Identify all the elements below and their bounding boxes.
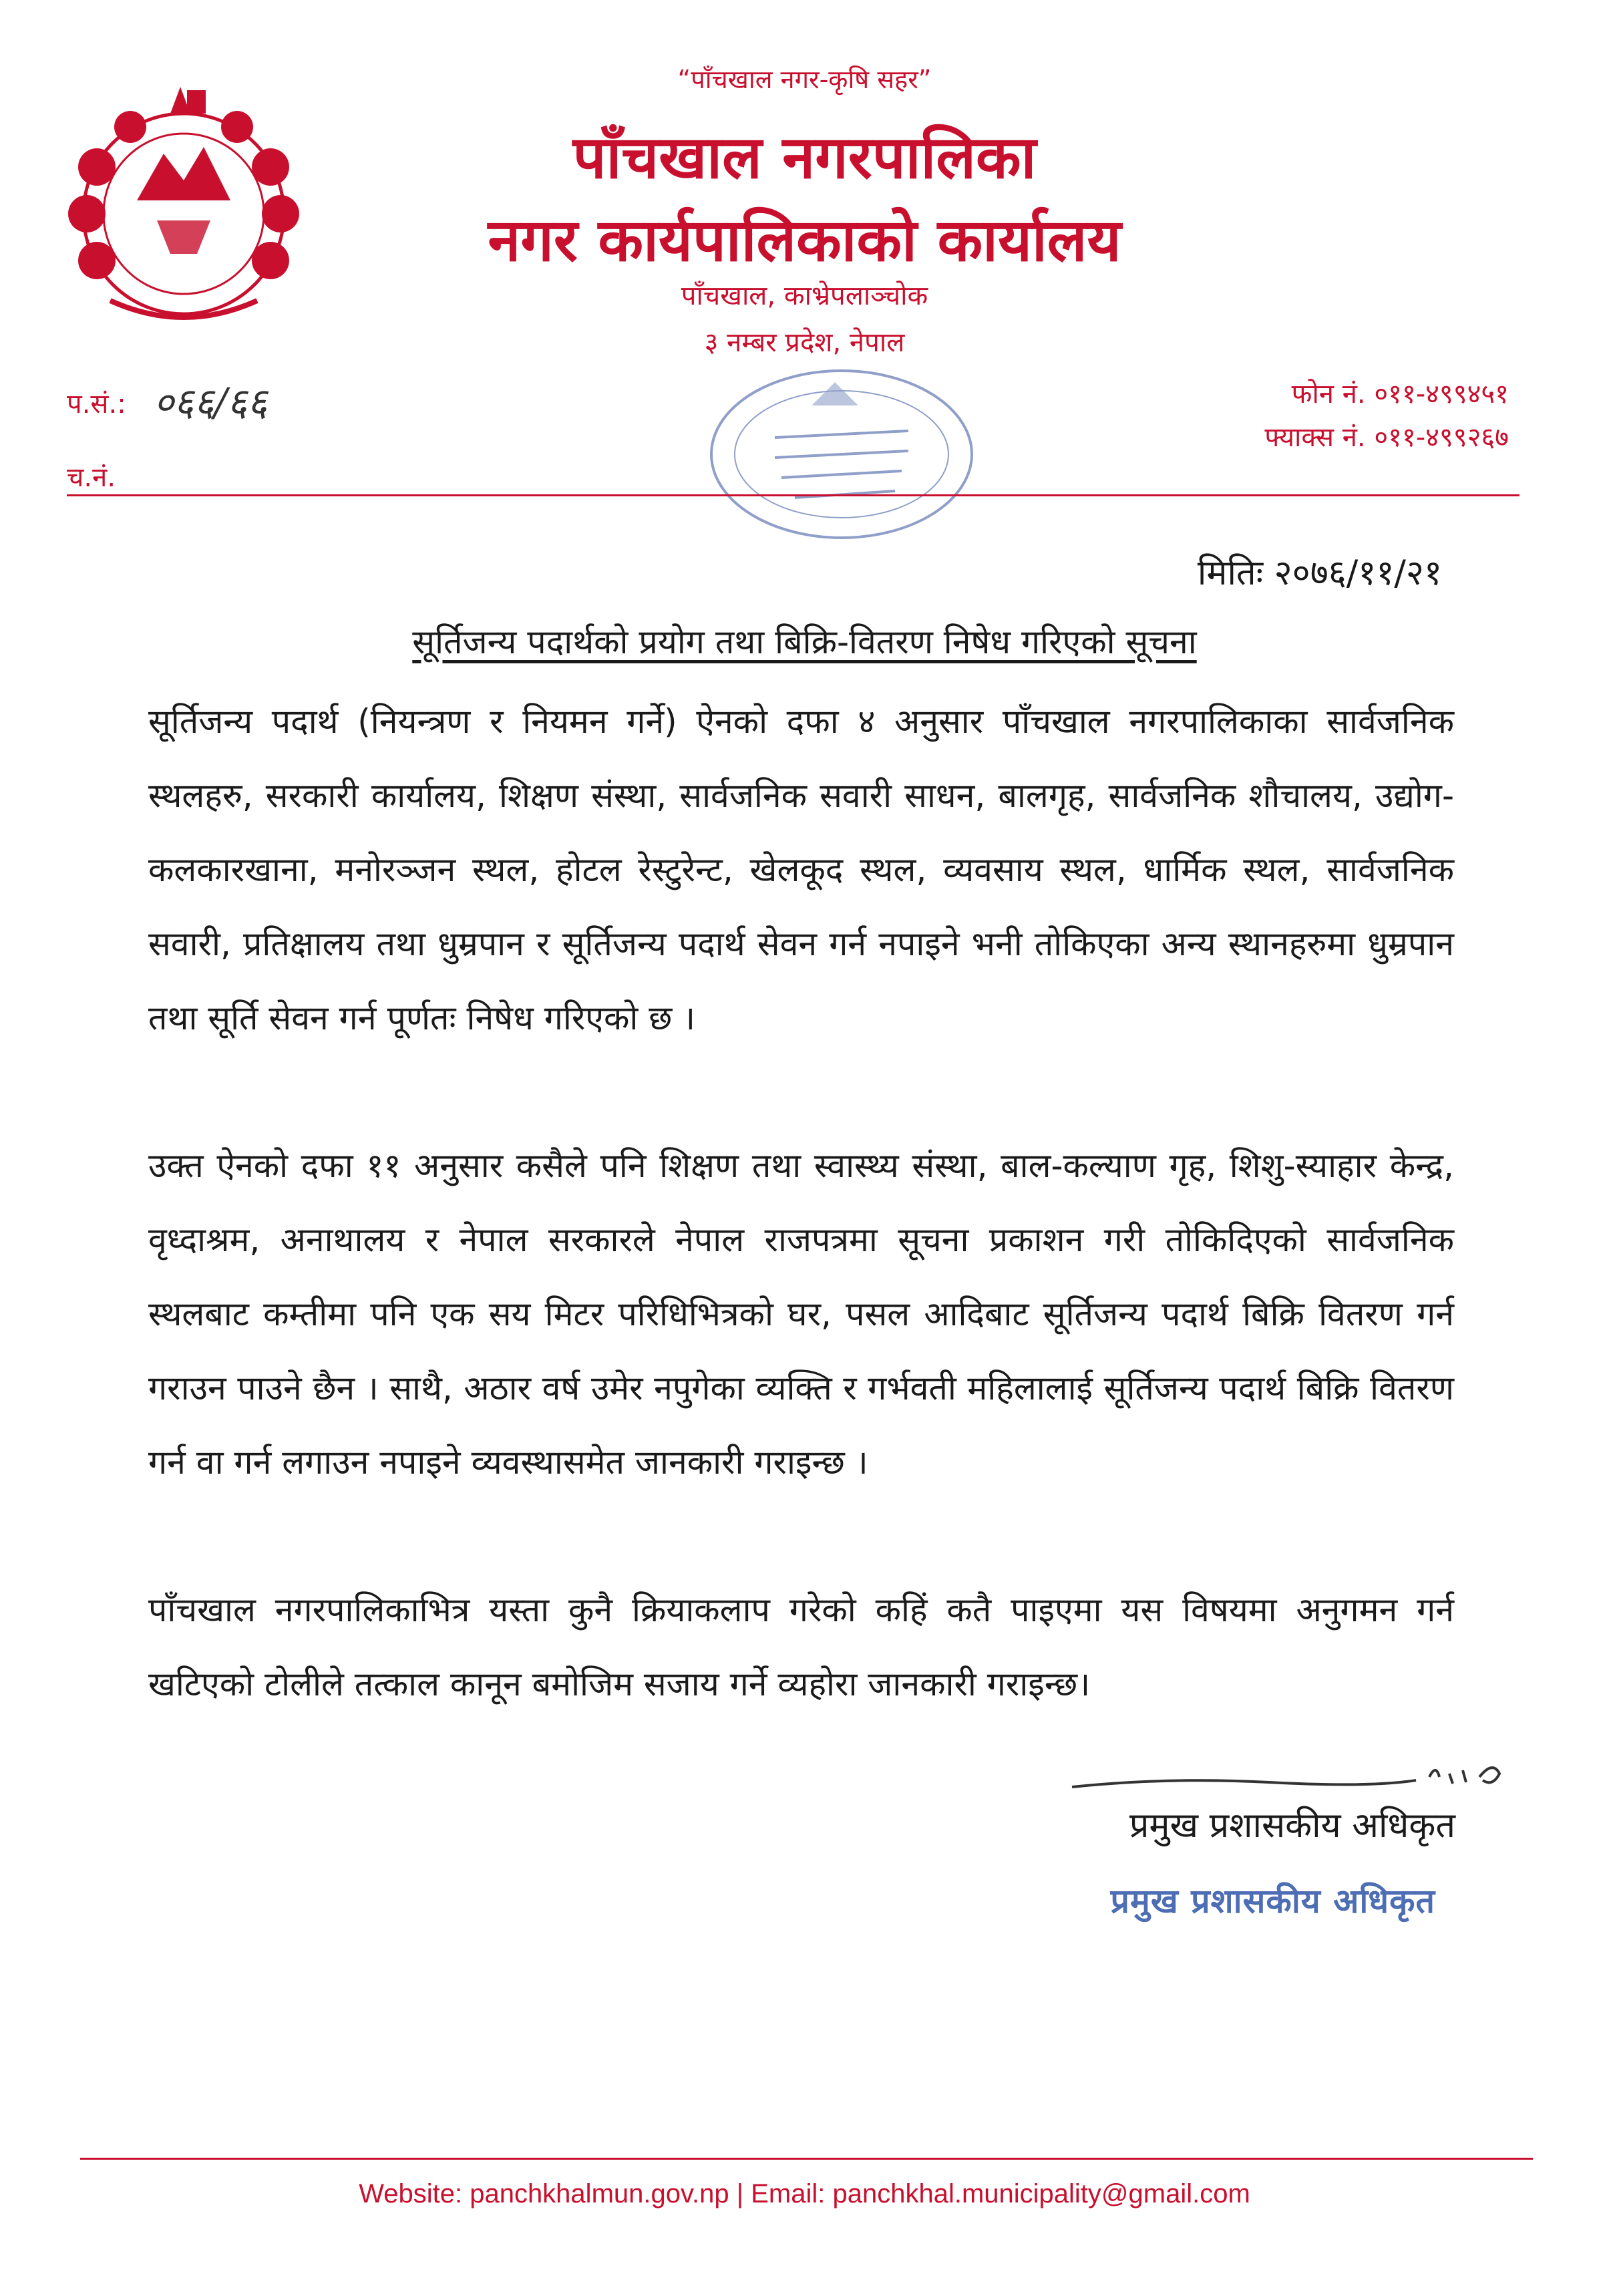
office-name: नगर कार्यपालिकाको कार्यालय xyxy=(488,206,1121,275)
notice-paragraph: पाँचखाल नगरपालिकाभित्र यस्ता कुनै क्रियाकलाप गरेको कहिं कतै पाइएमा यस विषयमा अनुगमन गर्न खटिएको टोलीले तत्काल कानून बमोजिम सजाय गर्ने व्यहोरा जानकारी गराइन्छ। xyxy=(148,1591,1454,1703)
motto: “पाँचखाल नगर-कृषि सहर” xyxy=(677,65,932,94)
signatory-stamp: प्रमुख प्रशासकीय अधिकृत xyxy=(1110,1882,1435,1921)
footer-divider xyxy=(80,2158,1533,2160)
cn-label: च.नं. xyxy=(67,462,116,493)
signatory-title: प्रमुख प्रशासकीय अधिकृत xyxy=(1129,1806,1455,1846)
phone-number: फोन नं. ०११-४९९४५१ xyxy=(1291,379,1509,409)
notice-date: मितिः २०७६/११/२१ xyxy=(1197,553,1442,593)
header-divider xyxy=(67,494,1519,496)
footer-contact: Website: panchkhalmun.gov.np | Email: panchkhal.municipality@gmail.com xyxy=(359,2179,1250,2208)
ref-number: ०६६/६६ xyxy=(154,379,268,425)
ref-label: प.सं.: xyxy=(67,389,126,420)
office-stamp-icon xyxy=(701,364,982,544)
notice-paragraph: उक्त ऐनको दफा ११ अनुसार कसैले पनि शिक्षण तथा स्वास्थ्य संस्था, बाल-कल्याण गृह, शिशु-स्याहार केन्द्र, वृध्दाश्रम, अनाथालय र नेपाल सरकारले नेपाल राजपत्रमा सूचना प्रकाशन गरी तोकिदिएको सार्वजनिक स्थलबाट कम्तीमा पनि एक सय मिटर परिधिभित्रको घर, पसल आदिबाट सूर्तिजन्य पदार्थ बिक्रि वितरण गर्न गराउन पाउने छैन । साथै, अठार वर्ष उमेर नपुगेका व्यक्ति र गर्भवती महिलालाई सूर्तिजन्य पदार्थ बिक्रि वितरण गर्न वा गर्न लगाउन नपाइने व्यवस्थासमेत जानकारी गराइन्छ । xyxy=(148,1146,1454,1482)
address-line-1: पाँचखाल, काभ्रेपलाञ्चोक xyxy=(681,281,928,311)
notice-title: सूर्तिजन्य पदार्थको प्रयोग तथा बिक्रि-वितरण निषेध गरिएको सूचना xyxy=(412,623,1197,661)
address-line-2: ३ नम्बर प्रदेश, नेपाल xyxy=(704,327,905,358)
org-name: पाँचखाल नगरपालिका xyxy=(572,123,1037,192)
notice-paragraph: सूर्तिजन्य पदार्थ (नियन्त्रण र नियमन गर्ने) ऐनको दफा ४ अनुसार पाँचखाल नगरपालिकाका सार्वजनिक स्थलहरु, सरकारी कार्यालय, शिक्षण संस्था, सार्वजनिक सवारी साधन, बालगृह, सार्वजनिक शौचालय, उद्योग-कलकारखाना, मनोरञ्जन स्थल, होटल रेस्टुरेन्ट, खेलकूद स्थल, व्यवसाय स्थल, धार्मिक स्थल, सार्वजनिक सवारी, प्रतिक्षालय तथा धुम्रपान र सूर्तिजन्य पदार्थ सेवन गर्न नपाइने भनी तोकिएका अन्य स्थानहरुमा धुम्रपान तथा सूर्ति सेवन गर्न पूर्णतः निषेध गरिएको छ । xyxy=(148,702,1454,1037)
fax-number: फ्याक्स नं. ०११-४९९२६७ xyxy=(1264,422,1509,453)
signature-icon xyxy=(1069,1757,1523,1804)
